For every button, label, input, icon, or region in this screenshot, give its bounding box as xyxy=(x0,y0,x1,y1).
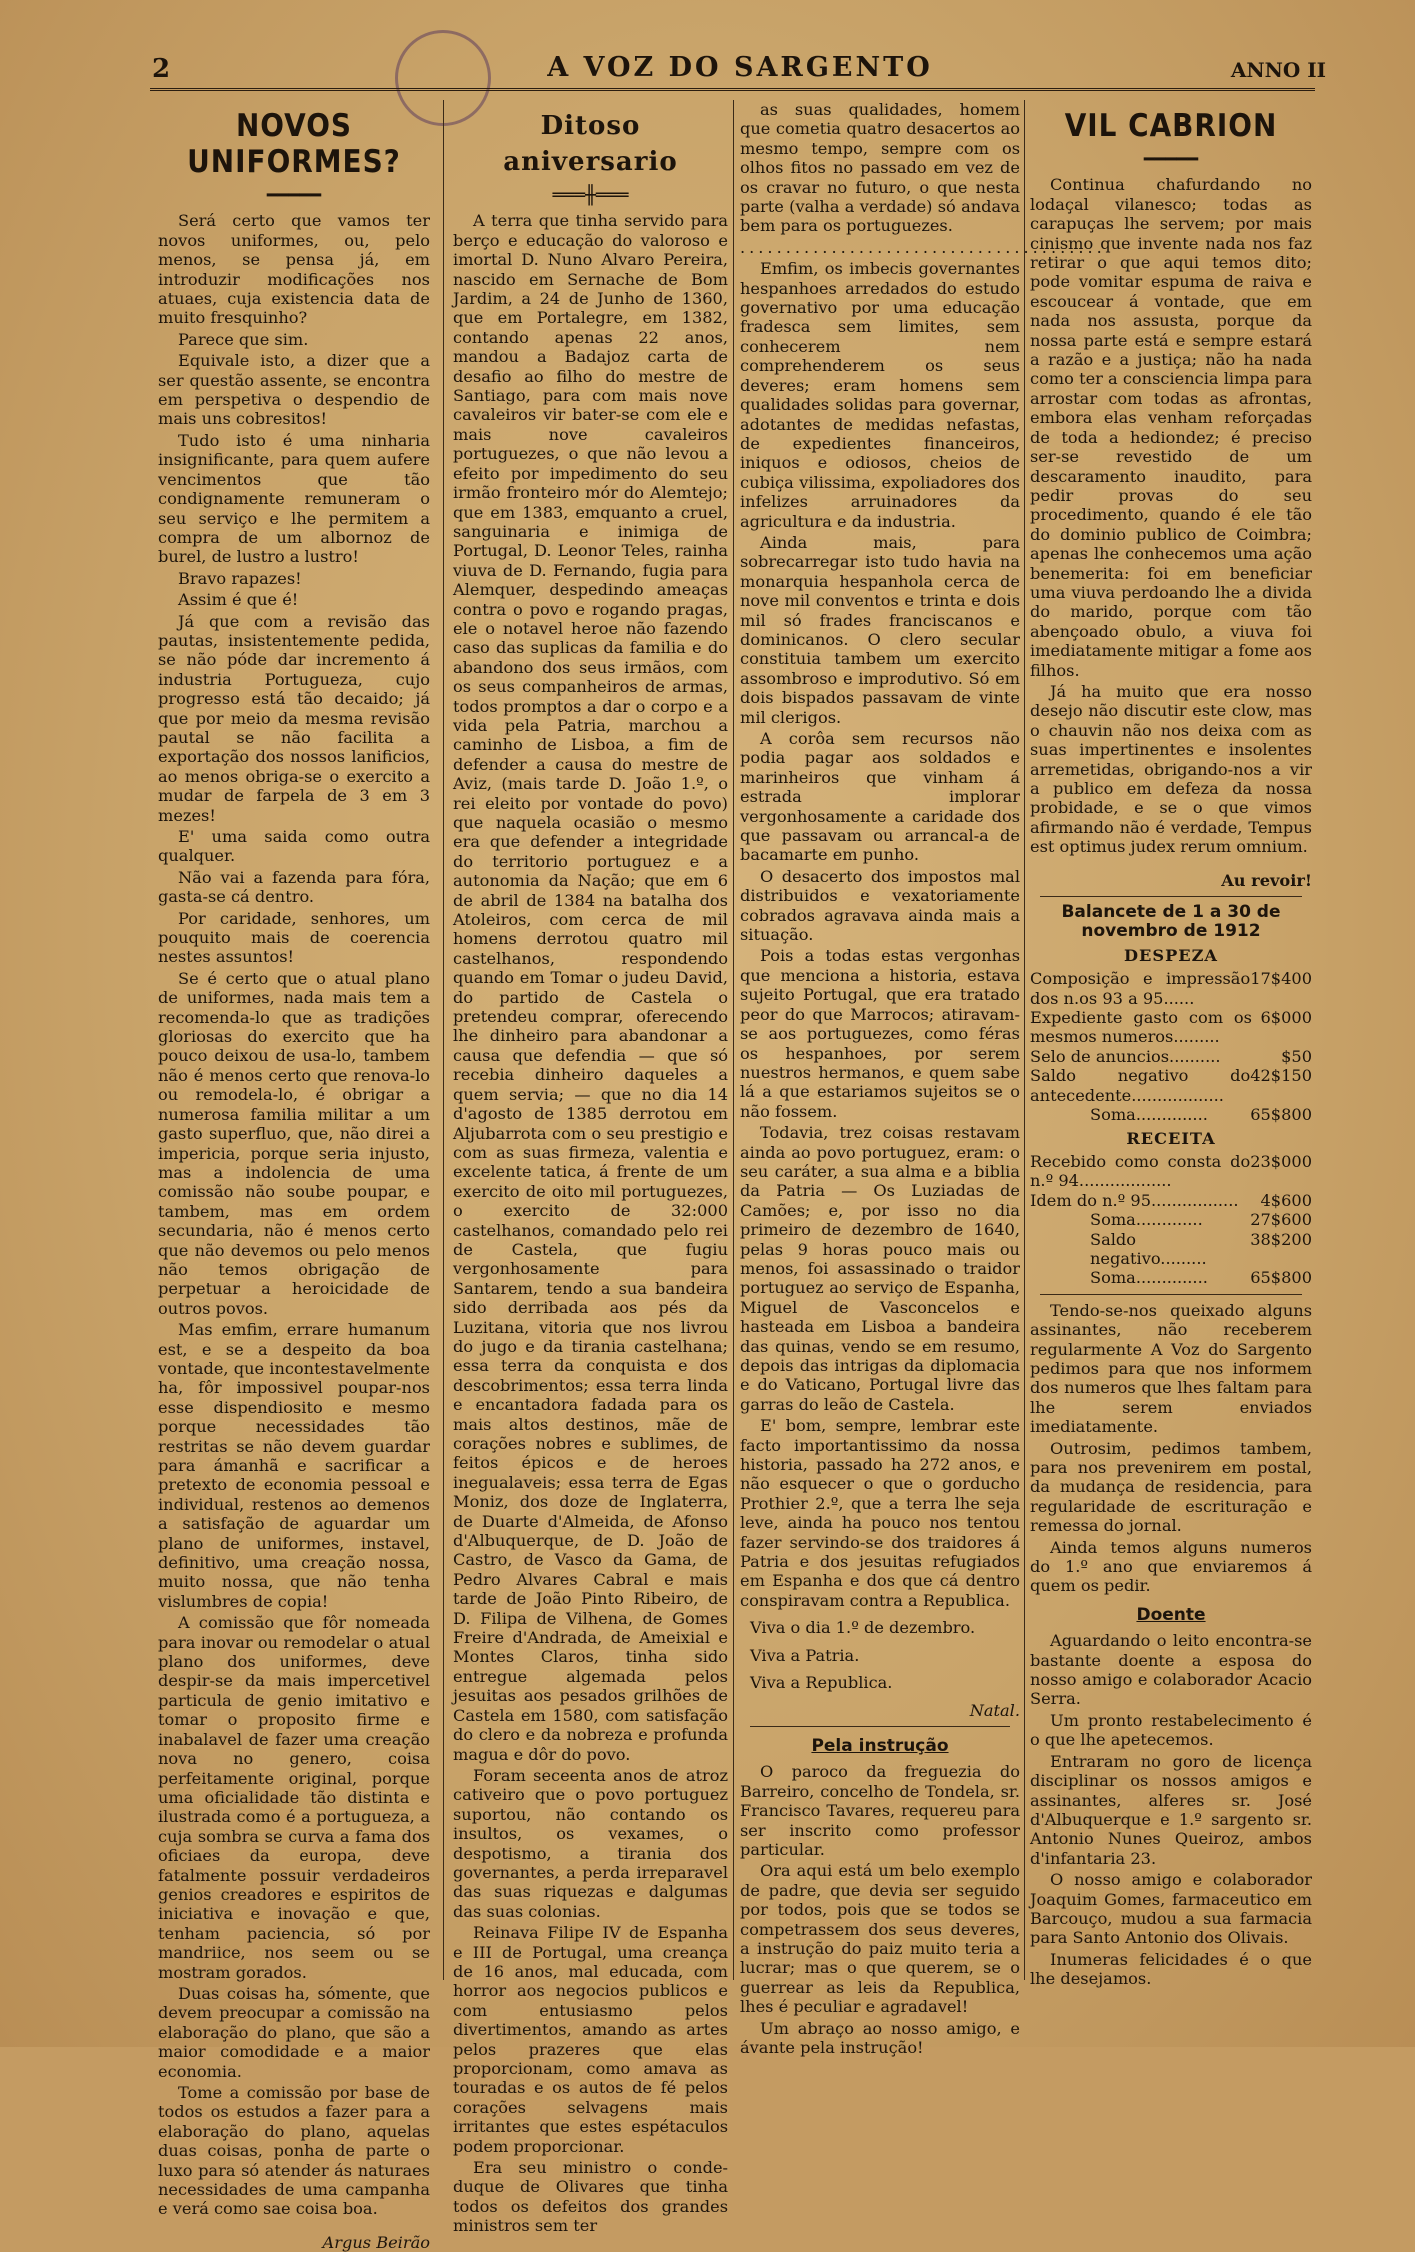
header-rule xyxy=(150,88,1315,91)
paragraph: Entraram no goro de licença disciplinar os nossos amigos e assinantes, alferes sr. José d'Albuquerque e 1.º sargento sr. Antonio Nunes Queiroz, ambos d'infantaria 23. xyxy=(1030,1751,1312,1868)
column-3 xyxy=(740,100,1106,2057)
separator xyxy=(1040,896,1302,897)
paragraph: Inumeras felicidades é o que lhe desejamos. xyxy=(1030,1949,1312,1989)
paragraph: Assim é que é! xyxy=(178,590,299,610)
separator xyxy=(750,1726,1010,1727)
column-divider xyxy=(1024,100,1025,1980)
receita-total: Soma.............. 65$800 xyxy=(1090,1268,1312,1288)
paragraph: Continua chafurdando no lodaçal vilanesco; todas as carapuças lhe servem; por mais cinismo que invente nada nos faz retirar o que aqui temos dito; pode vomitar espuma de raiva e escoucear á vontade, que em nada nos assusta, porque da nossa parte está e sempre estará a razão e a justiça; não ha nada como ter a consciencia limpa para arrostar com todas as afrontas, embora elas venham reforçadas de toda a hediondez; é preciso ser-se revestido de um descaramento inaudito, para pedir provas do seu procedimento, quando é ele tão do dominio publico de Coimbra; apenas lhe conhecemos uma ação benemerita: foi em beneficiar uma viuva perdoando lhe a divida do marido, porque com tão abençoado obulo, a viuva foi imediatamente mitigar a fome aos filhos. xyxy=(1030,175,1312,680)
separator xyxy=(1040,1294,1302,1295)
balance-value: $50 xyxy=(1281,1046,1312,1066)
paragraph: O nosso amigo e colaborador Joaquim Gomes, farmaceutico em Barcouço, mudou a sua farmacia para Santo Antonio dos Olivais. xyxy=(1030,1870,1312,1948)
paragraph: Era seu ministro o conde-duque de Olivares que tinha todos os defeitos dos grandes ministros sem ter xyxy=(453,2158,728,2236)
paragraph: Um abraço ao nosso amigo, e ávante pela instrução! xyxy=(740,2018,1020,2057)
balance-label: Selo de anuncios.......... xyxy=(1030,1046,1221,1066)
paragraph: A comissão que fôr nomeada para inovar ou remodelar o atual plano dos uniformes, deve despir-se da mais impercetivel particula de genio imitativo e tomar o proposito firme e inabalavel de fazer uma creação nova no genero, coisa perfeitamente original, porque uma oficialidade tão distinta e ilustrada como é a portugueza, a cuja sombra se curva a fama dos oficiaes da europa, deve fatalmente possuir verdadeiros genios creadores e espiritos de iniciativa e inovação e que, tenham paciencia, só por mandriice, nos seem ou se mostram gorados. xyxy=(158,1613,430,1982)
article-body xyxy=(453,211,728,2235)
paragraph: Será certo que vamos ter novos uniformes, ou, pelo menos, se pensa já, em introduzir modificações nos atuaes, cuja existencia data de muito fresquinho? xyxy=(158,211,430,328)
paragraph: Equivale isto, a dizer que a ser questão assente, se encontra em perspetiva o despendio de mais uns cobresitos! xyxy=(158,351,430,429)
au-revoir: Au revoir! xyxy=(1221,870,1312,890)
saldo-negativo: Saldo negativo......... 38$200 xyxy=(1090,1229,1312,1268)
balance-label: Recebido como consta do n.º 94.................. xyxy=(1030,1151,1251,1191)
paragraph: Ainda temos alguns numeros do 1.º ano que enviaremos á quem os pedir. xyxy=(1030,1537,1312,1596)
viva-line: Viva o dia 1.º de dezembro. xyxy=(750,1618,976,1638)
column-divider xyxy=(443,100,444,1980)
article-body xyxy=(1030,175,1312,856)
column-4 xyxy=(1030,100,1312,1989)
paragraph: Aguardando o leito encontra-se bastante doente a esposa do nosso amigo e colaborador Acacio Serra. xyxy=(1030,1631,1312,1709)
balance-value: 6$000 xyxy=(1260,1008,1312,1028)
balance-value: 4$600 xyxy=(1260,1190,1312,1210)
paragraph: Bravo rapazes! xyxy=(178,568,302,588)
masthead xyxy=(150,50,1330,90)
receita-title: RECEITA xyxy=(1126,1128,1216,1148)
viva-list xyxy=(740,1618,1020,1692)
column-divider xyxy=(733,100,734,1980)
balance-row xyxy=(1030,1152,1312,1191)
article-body xyxy=(1030,1631,1312,1988)
receita-table xyxy=(1030,1152,1312,1210)
article-signature: Natal. xyxy=(969,1700,1020,1720)
balance-row xyxy=(1030,1008,1312,1047)
balance-value: 23$000 xyxy=(1250,1151,1312,1171)
paragraph: Parece que sim. xyxy=(178,329,309,349)
despeza-total: Soma.............. 65$800 xyxy=(1090,1105,1312,1125)
paragraph: O paroco da freguezia do Barreiro, concelho de Tondela, sr. Francisco Tavares, requereu para ser inscrito como professor particular. xyxy=(740,1762,1020,1859)
page-number: 2 xyxy=(152,54,171,84)
article-body xyxy=(158,211,430,2218)
balance-row xyxy=(1030,1191,1312,1210)
paragraph: Reinava Filipe IV de Espanha e III de Portugal, uma creança de 16 anos, mal educada, com horror aos negocios publicos e com entusiasmo pelos divertimentos, amando as artes pelos prazeres que elas proporcionam, como amava as touradas e os autos de fé pelos corações selvagens mais irritantes que estes espétaculos podem proporcionar. xyxy=(453,1923,728,2156)
paragraph: Se é certo que o atual plano de uniformes, nada mais tem a recomenda-lo que as tradições gloriosas do exercito que ha pouco deixou de usa-lo, tambem não é menos certo que renova-lo ou remodela-lo, é obrigar a numerosa familia militar a um gasto superfluo, que, não direi a impericia, porque seria injusto, mas a indolencia de uma comissão não soube poupar, e tambem, mas em ordem secundaria, não é menos certo que não devemos ou pelo menos não temos obrigação de perpetuar a heroicidade de outros povos. xyxy=(158,968,430,1318)
paragraph: Ainda mais, para sobrecarregar isto tudo havia na monarquia hespanhola cerca de nove mil conventos e trinta e dois mil só frades franciscanos e dominicanos. O clero secular constituia tambem um exercito assombroso e improdutivo. Só em dois bispados passavam de vinte mil clerigos. xyxy=(740,532,1020,727)
paragraph: A corôa sem recursos não podia pagar aos soldados e marinheiros que vinham á estrada implorar vergonhosamente a caridade dos que passavam ou arrancal-a de bacamarte em punho. xyxy=(740,729,1020,865)
balance-label: Composição e impressão dos n.os 93 a 95...... xyxy=(1030,969,1251,1008)
balance-row xyxy=(1030,1047,1312,1066)
balance-value: 17$400 xyxy=(1250,969,1312,989)
balance-label: Expediente gasto com os mesmos numeros......... xyxy=(1030,1008,1252,1047)
paragraph: A terra que tinha servido para berço e educação do valoroso e imortal D. Nuno Alvaro Pereira, nascido em Sernache de Bom Jardim, a 24 de Junho de 1360, que em Portalegre, em 1382, contando apenas 22 anos, mandou a Badajoz carta de desafio ao filho do mestre de Santiago, para com mais nove cavaleiros vir bater-se com ele e mais nove cavaleiros portuguezes, o que não levou a efeito por impedimento do seu irmão fronteiro mór do Alemtejo; que em 1383, emquanto a cruel, sanguinaria e inimiga de Portugal, D. Leonor Teles, rainha viuva de D. Fernando, fugia para Alemquer, despedindo ameaças contra o povo e rogando pragas, ele o notavel heroe não fazendo caso das suplicas da familia e do abandono dos seus irmãos, com os seus companheiros de armas, todos promptos a dar o corpo e a vida pela Patria, marchou a caminho de Lisboa, a fim de defender a causa do mestre de Aviz, (mais tarde D. João 1.º, o rei eleito por vontade do povo) que naquela ocasião o mesmo era que defender a integridade do territorio portuguez e a autonomia da Nação; que em 6 de abril de 1384 na batalha dos Atoleiros, com cerca de mil homens derrotou quatro mil castelhanos, respondendo quando em Tomar o judeu David, do partido de Castela o pretendeu comprar, oferecendo lhe dinheiro para abandonar a causa que defendia — que só recebia dinheiro daqueles a quem servia; — que no dia 14 d'agosto de 1385 derrotou em Aljubarrota com o seu prestigio e com as suas firmeza, valentia e excelente tatica, á frente de um exercito de oito mil portuguezes, o exercito de 32:000 castelhanos, comandado pelo rei de Castela, que fugiu vergonhosamente para Santarem, tendo a sua bandeira sido derribada aos pés da Luzitana, vitoria que nos livrou do jugo e da tirania castelhana; essa terra da conquista e dos descobrimentos; essa terra linda e encantadora fadada para os mais altos destinos, mãe de corações nobres e sublimes, de feitos épicos e de heroes inegualaveis; essa terra de Egas Moniz, dos doze de Inglaterra, de Duarte d'Almeida, de Afonso d'Albuquerque, de D. João de Castro, de Vasco da Gama, de Pedro Alvares Cabral e mais tarde de João Pinto Ribeiro, de D. Filipa de Vilhena, de Gomes Freire d'Andrada, de Ameixial e Montes Claros, tinha sido entregue algemada pelos jesuitas aos pesados grilhões de Castela em 1580, com satisfação do clero e da nobreza e profunda magua e dôr do povo. xyxy=(453,211,728,1764)
article-body xyxy=(740,259,1020,1610)
article-body xyxy=(740,100,1020,236)
paragraph: Por caridade, senhores, um pouquito mais de coerencia nestes assuntos! xyxy=(158,908,430,967)
paragraph: Duas coisas ha, sómente, que devem preocupar a comissão na elaboração do plano, que são a maior comodidade e a maior economia. xyxy=(158,1983,430,2081)
article-title: VIL CABRION xyxy=(1064,108,1278,144)
article-signature: Argus Beirão xyxy=(322,2232,430,2252)
section-title: Doente xyxy=(1136,1604,1206,1625)
despeza-title: DESPEZA xyxy=(1124,945,1218,965)
viva-line: Viva a Republica. xyxy=(750,1673,893,1693)
paragraph: Tendo-se-nos queixado alguns assinantes, não receberem regularmente A Voz do Sargento pedimos para que nos informem dos numeros que lhes faltam para lhe serem enviados imediatamente. xyxy=(1030,1300,1312,1437)
article-body xyxy=(740,1762,1020,2057)
ornament: ━━━━━ xyxy=(1143,149,1199,170)
receita-soma: Soma............. 27$600 xyxy=(1090,1210,1312,1230)
newspaper-title: A VOZ DO SARGENTO xyxy=(547,52,933,83)
balance-value: 42$150 xyxy=(1250,1066,1312,1086)
column-2 xyxy=(453,100,728,2236)
balance-title: Balancete de 1 a 30 de novembro de 1912 xyxy=(1061,902,1281,942)
paragraph: Ora aqui está um belo exemplo de padre, que devia ser seguido por todos, pois que se todos se competrassem dos seus deveres, a instrução do paiz muito teria a lucrar; mas o que querem, se o guerrear as leis da Republica, lhes é peculiar e agradavel! xyxy=(740,1861,1020,2017)
paragraph: O desacerto dos impostos mal distribuidos e vexatoriamente cobrados agravava ainda mais a situação. xyxy=(740,866,1020,945)
section-title: Pela instrução xyxy=(811,1735,949,1756)
paragraph: Não vai a fazenda para fóra, gasta-se cá dentro. xyxy=(158,867,430,907)
balance-label: Idem do n.º 95................. xyxy=(1030,1190,1239,1210)
paragraph: Emfim, os imbecis governantes hespanhoes arredados do estudo governativo por uma educação fradesca sem limites, sem conhecerem nem comprehenderem os seus deveres; eram homens sem qualidades solidas para governar, adotantes de medidas nefastas, de expedientes financeiros, iniquos e odiosos, cheios de cubiça vilissima, expoliadores dos infelizes arruinadores da agricultura e da industria. xyxy=(740,259,1020,531)
balance-label: Saldo negativo do antecedente.................. xyxy=(1030,1066,1251,1105)
column-1 xyxy=(158,100,430,2252)
viva-line: Viva a Patria. xyxy=(750,1645,860,1665)
paragraph: Foram seceenta anos de atroz cativeiro que o povo portuguez suportou, não contando os insultos, os vexames, o despotismo, a tirania dos governantes, a perda irreparavel das suas riquezas e dalgumas das suas colonias. xyxy=(453,1765,728,1921)
paragraph: Todavia, trez coisas restavam ainda ao povo portuguez, eram: o seu caráter, a sua alma e a biblia da Patria — Os Luziadas de Camões; e, por isso no dia primeiro de dezembro de 1640, pelas 9 horas pouco mais ou menos, foi assassinado o traidor portuguez ao serviço de Espanha, Miguel de Vasconcelos e hasteada em Lisboa a bandeira das quinas, vendo se em resumo, depois das intrigas da diplomacia e do Vaticano, Portugal livre das garras do leão de Castela. xyxy=(740,1123,1020,1414)
paragraph: Já ha muito que era nosso desejo não discutir este clow, mas o chauvin não nos deixa com as suas impertinentes e insolentes arremetidas, obrigando-nos a vir a publico em defeza da nossa probidade, e se o que vimos afirmando não é verdade, Tempus est optimus judex rerum omnium. xyxy=(1030,681,1312,857)
paragraph: as suas qualidades, homem que cometia quatro desacertos ao mesmo tempo, sempre com os olhos fitos no passado em vez de os cravar no futuro, o que nesta parte (valha a verdade) só andava bem para os portuguezes. xyxy=(740,100,1020,236)
dotted-separator: ........................................ xyxy=(740,237,1106,257)
paragraph: Um pronto restabelecimento é o que lhe apetecemos. xyxy=(1030,1710,1312,1750)
article-body xyxy=(1030,1301,1312,1596)
article-title: NOVOS UNIFORMES? xyxy=(187,108,401,180)
paragraph: Pois a todas estas vergonhas que menciona a historia, estava sujeito Portugal, que era tratado peor do que Marrocos; atiravam-se aos portuguezes, como féras os hespanhoes, por serem nuestros hermanos, e quem sabe lá a que estariamos sujeitos se o não fossem. xyxy=(740,946,1020,1121)
balance-row xyxy=(1030,1066,1312,1105)
paragraph: E' uma saida como outra qualquer. xyxy=(158,827,430,866)
balance-row xyxy=(1030,969,1312,1008)
year-label: ANNO II xyxy=(1230,58,1326,82)
article-title: Ditoso aniversario xyxy=(503,111,678,177)
despeza-table xyxy=(1030,969,1312,1105)
paragraph: E' bom, sempre, lembrar este facto importantissimo da nossa historia, passado ha 272 anos, e não esquecer o que o gorducho Prothier 2.º, que a terra lhe seja leve, ainda ha pouco nos tentou fazer servindo-se dos traidores á Patria e dos jesuitas refugiados em Espanha e dos que cá dentro conspiravam contra a Republica. xyxy=(740,1416,1020,1610)
paragraph: Outrosim, pedimos tambem, para nos prevenirem em postal, da mudança de residencia, para regularidade de escrituração e remessa do jornal. xyxy=(1030,1438,1312,1536)
paragraph: Tome a comissão por base de todos os estudos a fazer para a elaboração do plano, aquelas duas coisas, ponha de parte o luxo para só atender ás naturaes necessidades de uma campanha e verá como sae coisa boa. xyxy=(158,2083,430,2219)
paragraph: Mas emfim, errare humanum est, e se a despeito da boa vontade, que incontestavelmente ha, fôr impossivel poupar-nos esse dispendiosito e mesmo porque necessidades tão restritas se não devem guardar para ámanhã e sacrificar a pretexto de economia pessoal e individual, restenos ao demenos a satisfação de aguardar um plano de uniformes, instavel, definitivo, uma creação nossa, muito nossa, que não tenha vislumbres de copia! xyxy=(158,1320,430,1611)
paragraph: Tudo isto é uma ninharia insignificante, para quem aufere vencimentos que tão condignamente remuneram o seu serviço e lhe permitem a compra de um albornoz de burel, de lustro a lustro! xyxy=(158,430,430,567)
ornament: ━━━━━ xyxy=(266,185,322,206)
paragraph: Já que com a revisão das pautas, insistentemente pedida, se não póde dar incremento á industria Portugueza, cujo progresso está tão decaido; já que por meio da mesma revisão pautal se não facilita a exportação dos nossos lanificios, ao menos obriga-se o exercito a mudar de farpela de 3 em 3 mezes! xyxy=(158,611,430,825)
ornament: ═══╫═══ xyxy=(552,185,629,206)
